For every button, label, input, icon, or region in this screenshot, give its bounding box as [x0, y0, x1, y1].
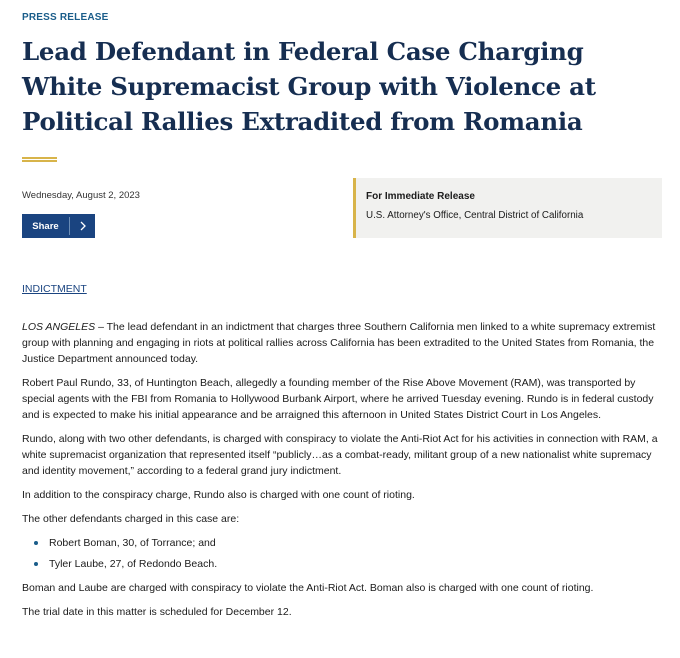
release-date: Wednesday, August 2, 2023: [22, 190, 140, 201]
bullet-icon: [34, 541, 38, 545]
body-paragraph: Rundo, along with two other defendants, is charged with conspiracy to violate the Anti-Riot Act for his activities in connection with RAM, a white supremacist organization that represented itself “publicly…as a combat-ready, militant group of a new nationalist white supremacy and identity movement,” according to a federal grand jury indictment.: [22, 433, 658, 477]
lead-paragraph: [22, 319, 662, 367]
share-button[interactable]: [22, 214, 95, 238]
dateline: LOS ANGELES: [22, 321, 96, 333]
share-button-label: Share: [32, 220, 59, 232]
title-accent-rule: [22, 157, 57, 162]
defendants-list: [22, 535, 662, 572]
body-paragraph: The trial date in this matter is scheduled for December 12.: [22, 606, 292, 618]
body-paragraph: Boman and Laube are charged with conspiracy to violate the Anti-Riot Act. Boman also is charged with one count of rioting.: [22, 582, 594, 594]
list-item-text: Robert Boman, 30, of Torrance; and: [49, 537, 216, 549]
list-item-text: Tyler Laube, 27, of Redondo Beach.: [49, 558, 218, 570]
list-item: [22, 556, 662, 572]
body-paragraph: The other defendants charged in this case are:: [22, 513, 240, 525]
body-paragraph: Robert Paul Rundo, 33, of Huntington Beach, allegedly a founding member of the Rise Above Movement (RAM), was transported by special agents with the FBI from Romania to Hollywood Burbank Airport, where he arrived Tuesday evening. Rundo is in federal custody and is expected to make his initial appearance and be arraigned this afternoon in United States District Court in Los Angeles.: [22, 377, 654, 421]
release-office: U.S. Attorney's Office, Central District of California: [366, 210, 584, 221]
article-body: [22, 319, 662, 628]
page-title: Lead Defendant in Federal Case Charging White Supremacist Group with Violence at Political Rallies Extradited from Romania: [22, 37, 596, 136]
list-item: [22, 535, 662, 551]
chevron-right-icon: [70, 214, 95, 238]
topic-link-indictment[interactable]: INDICTMENT: [22, 283, 87, 295]
press-release-kicker: PRESS RELEASE: [22, 12, 109, 23]
release-heading: For Immediate Release: [366, 191, 475, 202]
body-paragraph: In addition to the conspiracy charge, Rundo also is charged with one count of rioting.: [22, 489, 415, 501]
immediate-release-box: [353, 178, 662, 238]
bullet-icon: [34, 562, 38, 566]
lead-text: – The lead defendant in an indictment that charges three Southern California men linked to a white supremacy extremist group with planning and engaging in riots at political rallies across California has been extradited to the United States from Romania, the Justice Department announced today.: [22, 321, 656, 365]
